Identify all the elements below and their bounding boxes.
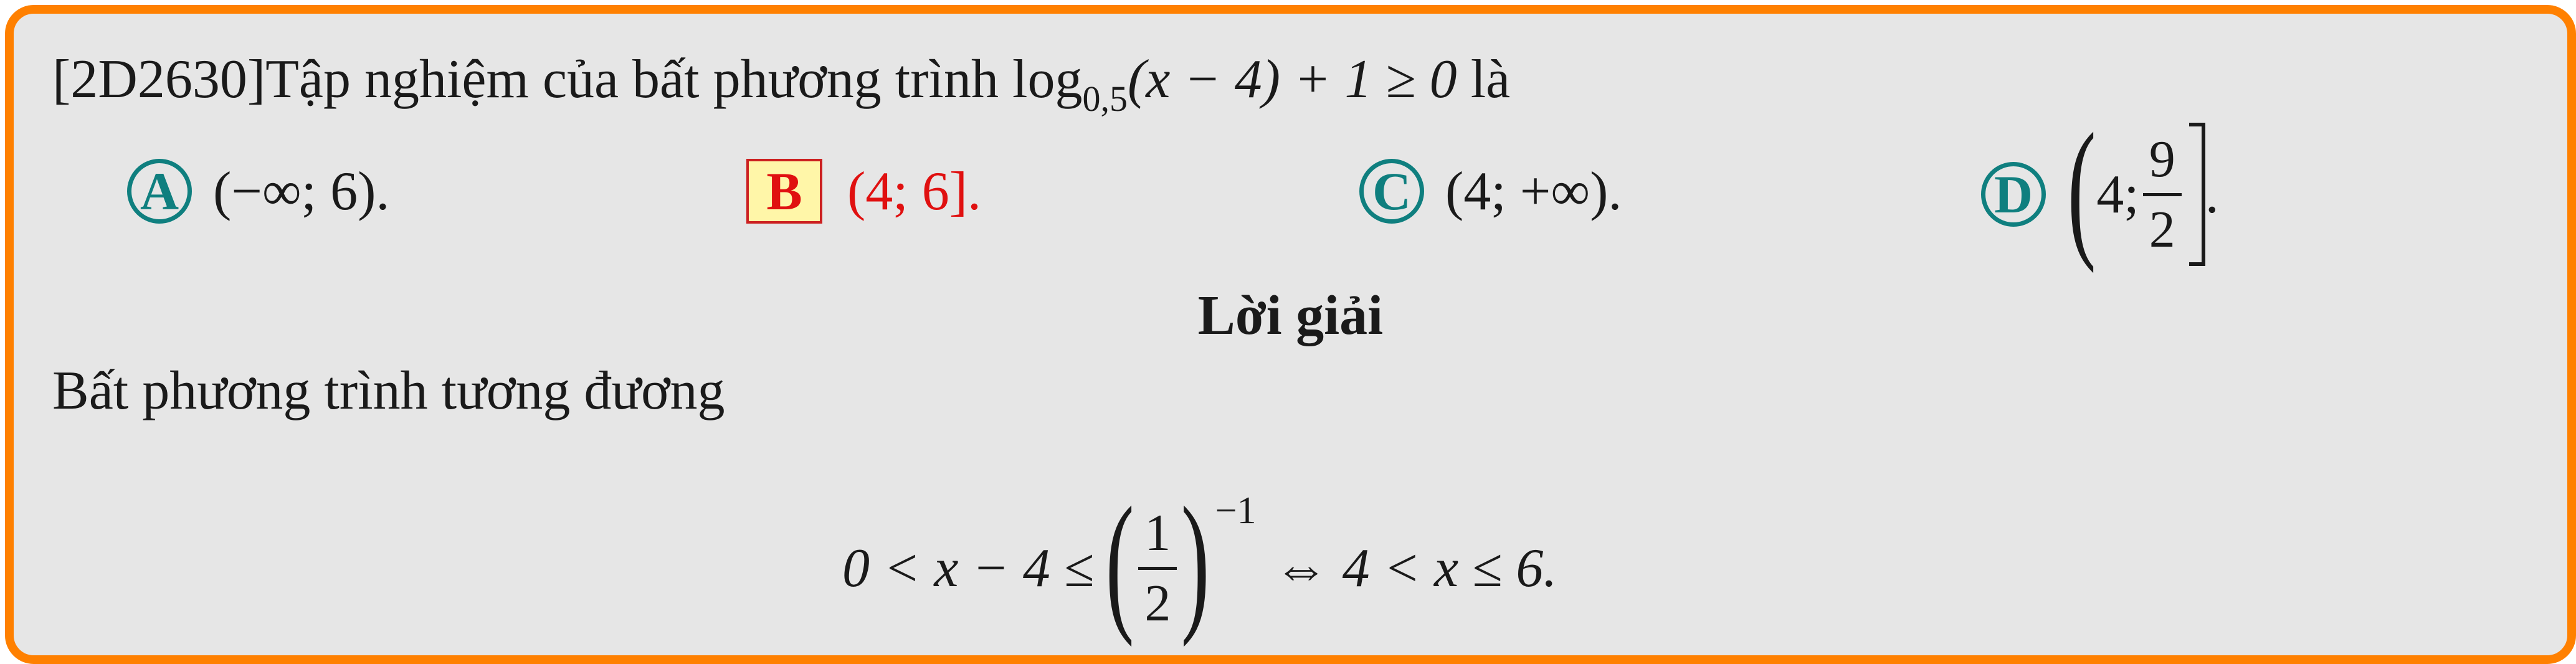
option-a[interactable] [127, 148, 389, 235]
option-d-close-bracket [2189, 123, 2205, 266]
option-b[interactable] [746, 148, 981, 235]
equation-numerator: 1 [1144, 503, 1171, 562]
option-d-lead: 4; [2096, 164, 2139, 225]
log-symbol: log [1012, 49, 1083, 110]
option-b-text: (4; 6]. [847, 161, 982, 222]
equation-fraction [1138, 503, 1177, 633]
equation-denominator: 2 [1144, 574, 1171, 632]
fraction-bar [2143, 193, 2182, 196]
option-d-numerator: 9 [2149, 130, 2175, 188]
log-argument: (x − 4) + 1 ≥ 0 [1127, 49, 1457, 110]
option-c-label: C [1359, 159, 1424, 224]
equation-close-paren: ) [1181, 475, 1210, 648]
solution-heading: Lời giải [1197, 285, 1384, 346]
option-d[interactable] [1981, 102, 2219, 274]
question-code: [2D2630] [52, 49, 266, 110]
solution-intro: Bất phương trình tương đương [52, 361, 725, 421]
option-d-denominator: 2 [2149, 200, 2175, 258]
question-text [52, 42, 1510, 136]
question-card [5, 5, 2576, 664]
option-d-end: . [2205, 164, 2219, 225]
option-d-open-paren: ( [2067, 102, 2096, 274]
equation-right: ⇔ 4 < x ≤ 6. [1273, 538, 1557, 599]
log-base: 0,5 [1082, 78, 1128, 119]
equation-left: 0 < x − 4 ≤ [842, 538, 1095, 599]
question-prefix: Tập nghiệm của bất phương trình [265, 49, 1012, 110]
option-c-text: (4; +∞). [1445, 161, 1622, 222]
question-suffix: là [1457, 49, 1511, 110]
solution-equation [842, 475, 1557, 662]
option-a-label: A [127, 159, 192, 224]
option-b-label: B [746, 159, 822, 224]
option-a-text: (−∞; 6). [213, 161, 390, 222]
fraction-bar [1138, 567, 1177, 570]
option-d-fraction [2143, 130, 2182, 260]
equation-open-paren: ( [1105, 475, 1134, 648]
option-c[interactable] [1359, 148, 1622, 235]
option-d-label: D [1981, 162, 2046, 227]
equation-exponent: −1 [1215, 489, 1257, 532]
